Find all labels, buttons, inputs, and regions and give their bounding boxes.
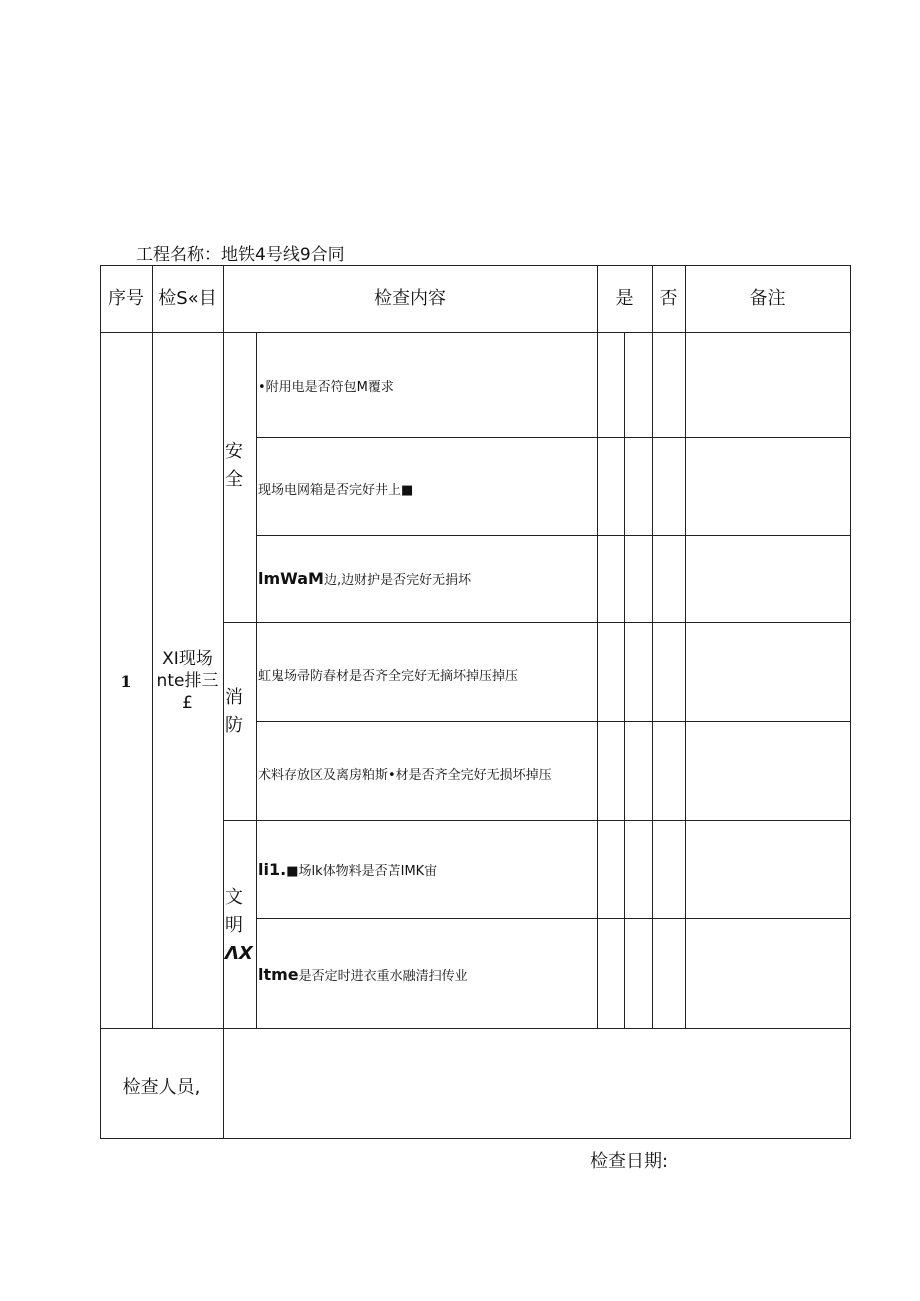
inspector-label: 检查人员, — [122, 1077, 201, 1098]
check-content-item: 术料存放区及离房粕斯•材是否齐全完好无损坏掉压 — [258, 768, 552, 783]
category-safety: 安 全 — [225, 441, 243, 490]
check-content-item: ltme是否定时进衣重水融清扫传业 — [258, 965, 468, 984]
check-content-item: 现场电网箱是否完好井上■ — [258, 483, 414, 498]
check-item-cell — [152, 648, 223, 714]
category-fire: 消 防 — [225, 687, 243, 736]
check-item-line2: nte排三 — [156, 671, 219, 691]
header-remark: 备注 — [749, 288, 786, 309]
check-item-line1: XI现场 — [162, 649, 213, 669]
category-civilized: 文 明 ΛX — [225, 887, 253, 964]
header-no: 否 — [659, 288, 678, 309]
project-name: 工程名称：地铁4号线9合同 — [136, 245, 345, 265]
check-content-item: lmWaM边,边财护是否完好无捐坏 — [258, 569, 472, 588]
row-seq-number: 1 — [120, 672, 132, 691]
check-content-item: •附用电是否符包M覆求 — [258, 380, 394, 395]
check-item-line3: £ — [182, 693, 193, 713]
header-yes: 是 — [615, 288, 634, 309]
header-content: 检查内容 — [374, 288, 446, 309]
header-item: 检S«目 — [158, 288, 217, 309]
check-content-item: li1.■场lk体物料是否苫IMK宙 — [258, 860, 438, 879]
header-seq: 序号 — [108, 288, 144, 309]
inspector-field[interactable] — [224, 1029, 850, 1138]
inspection-date-label: 检查日期: — [590, 1151, 669, 1172]
check-content-item: 虹鬼场帚防春材是否齐全完好无摘坏掉压掉压 — [258, 669, 519, 684]
